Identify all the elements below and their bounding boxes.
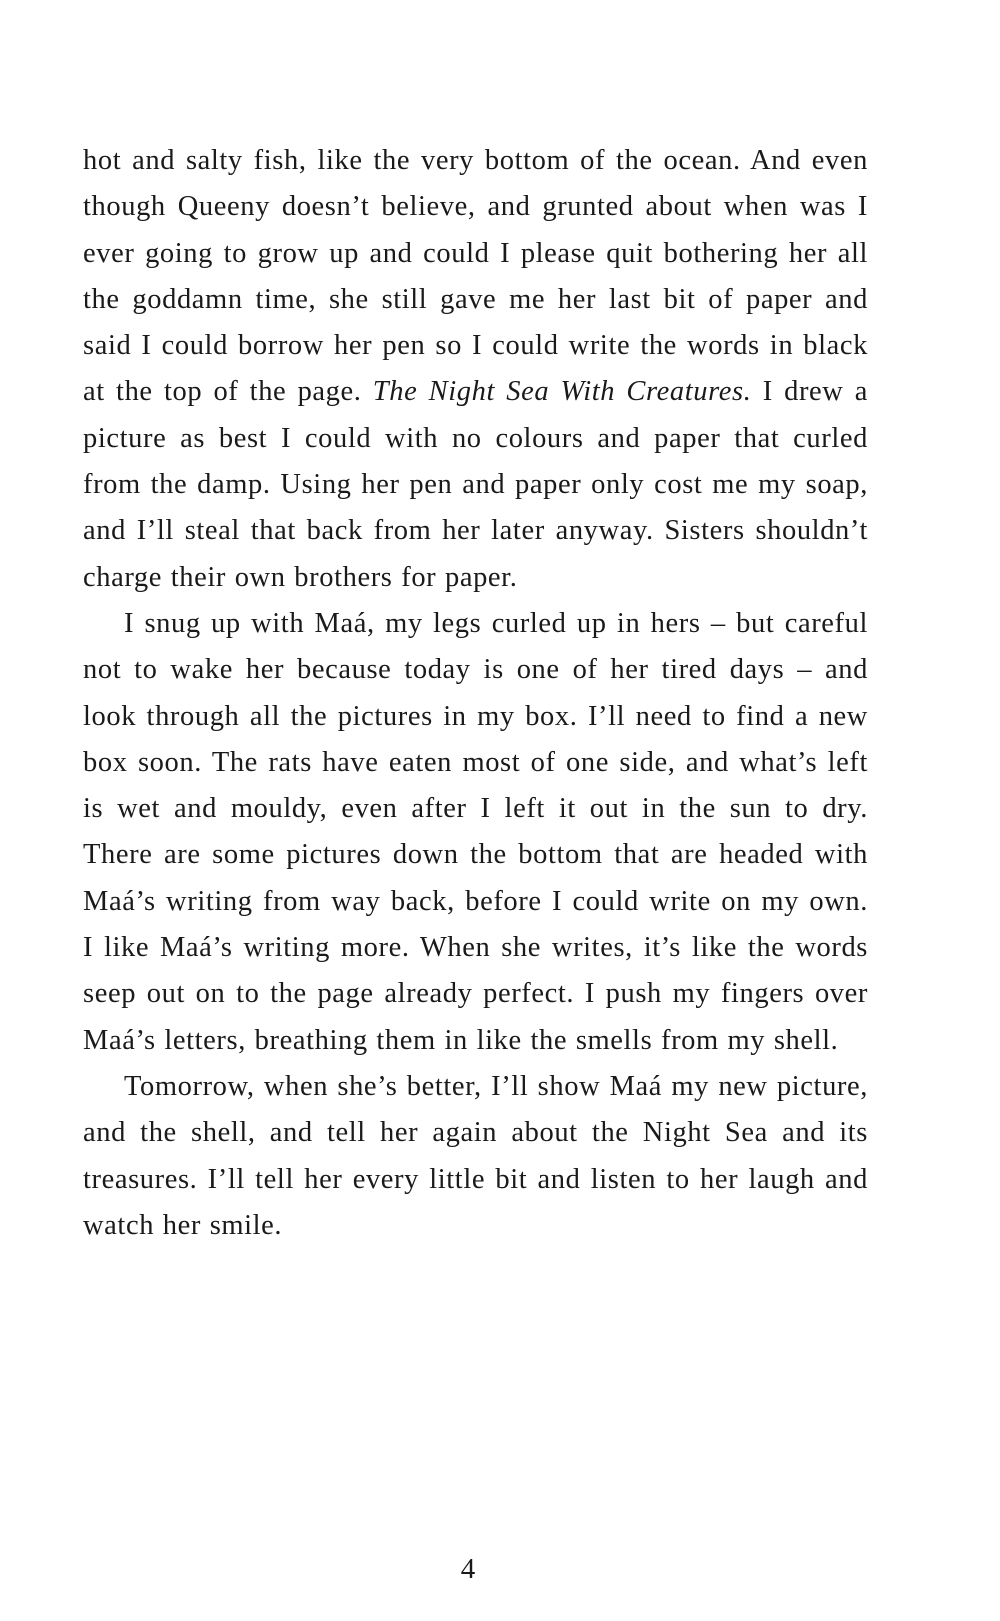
paragraph-1-segment-1: hot and salty fish, like the very bottom of the ocean. And even though Queeny doesn’t believe, and grunted about when was I ever going to grow up and could I please quit bothering her all the goddamn time, she still gave me her last bit of paper and said I could borrow her pen so I could write the words in black at the top of the page. (83, 145, 868, 408)
paragraph-1-segment-3: I drew a picture as best I could with no colours and paper that curled from the damp. Using her pen and paper only cost me my soap, and I’ll steal that back from her later anyway. Sisters shouldn’t charge their own brothers for paper. (83, 376, 868, 593)
story-title-italic: The Night Sea With Creatures. (372, 376, 752, 408)
page-number: 4 (460, 1553, 476, 1585)
body-text (83, 138, 868, 1249)
paragraph-3-text: Tomorrow, when she’s better, I’ll show Maá my new picture, and the shell, and tell her again about the Night Sea and its treasures. I’ll tell her every little bit and listen to her laugh and watch her smile. (83, 1070, 868, 1241)
paragraph-2-text: I snug up with Maá, my legs curled up in hers – but careful not to wake her because today is one of her tired days – and look through all the pictures in my box. I’ll need to find a new box soon. The rats have eaten most of one side, and what’s left is wet and mouldy, even after I left it out in the sun to dry. There are some pictures down the bottom that are headed with Maá’s writing from way back, before I could write on my own. I like Maá’s writing more. When she writes, it’s like the words seep out on to the page already perfect. I push my fingers over Maá’s letters, breathing them in like the smells from my shell. (83, 607, 868, 1056)
paragraph-1 (83, 138, 868, 601)
paragraph-2 (83, 601, 868, 1064)
paragraph-3 (83, 1064, 868, 1249)
